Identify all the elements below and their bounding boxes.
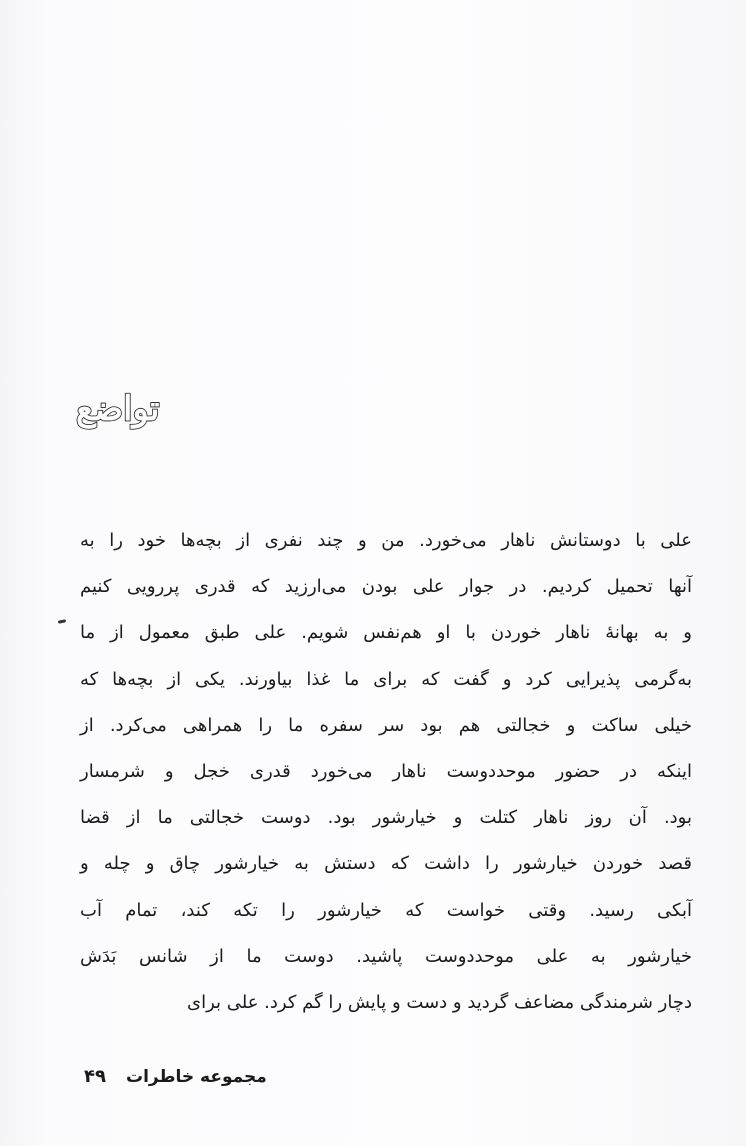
text-line: دچار شرمندگی مضاعف گردید و دست و پایش را گم کرد. علی برای (187, 992, 692, 1014)
text-line: خیارشور به علی موحددوست پاشید. دوست ما از شانس بَدَش (80, 945, 692, 967)
body-text (80, 518, 692, 1026)
page-footer (84, 1066, 267, 1087)
page-number: ۴۹ (84, 1066, 106, 1087)
chapter-title: تواضع (76, 388, 160, 429)
text-line: به‌گرمی پذیرایی کرد و گفت که برای ما غذا بیاورند. یکی از بچه‌ها که (80, 668, 692, 690)
book-title: مجموعه خاطرات (125, 1067, 267, 1087)
text-line: آبکی رسید. وقتی خواست که خیارشور را تکه کند، تمام آب (80, 899, 692, 921)
text-line: اینکه در حضور موحددوست ناهار می‌خورد قدری خجل و شرمسار (80, 761, 692, 783)
margin-mark (58, 619, 66, 624)
text-line: قصد خوردن خیارشور را داشت که دستش به خیارشور چاق و چله و (80, 853, 692, 875)
text-line: آنها تحمیل کردیم. در جوار علی بودن می‌ارزید که قدری پررویی کنیم (80, 576, 692, 598)
text-line: و به بهانهٔ ناهار خوردن با او هم‌نفس شویم. علی طبق معمول از ما (80, 622, 692, 644)
text-line: بود. آن روز ناهار کتلت و خیارشور بود. دوست خجالتی ما از قضا (80, 807, 692, 829)
text-line: خیلی ساکت و خجالتی هم بود سر سفره ما را همراهی می‌کرد. از (80, 714, 692, 736)
text-line: علی با دوستانش ناهار می‌خورد. من و چند نفری از بچه‌ها خود را به (80, 530, 692, 551)
